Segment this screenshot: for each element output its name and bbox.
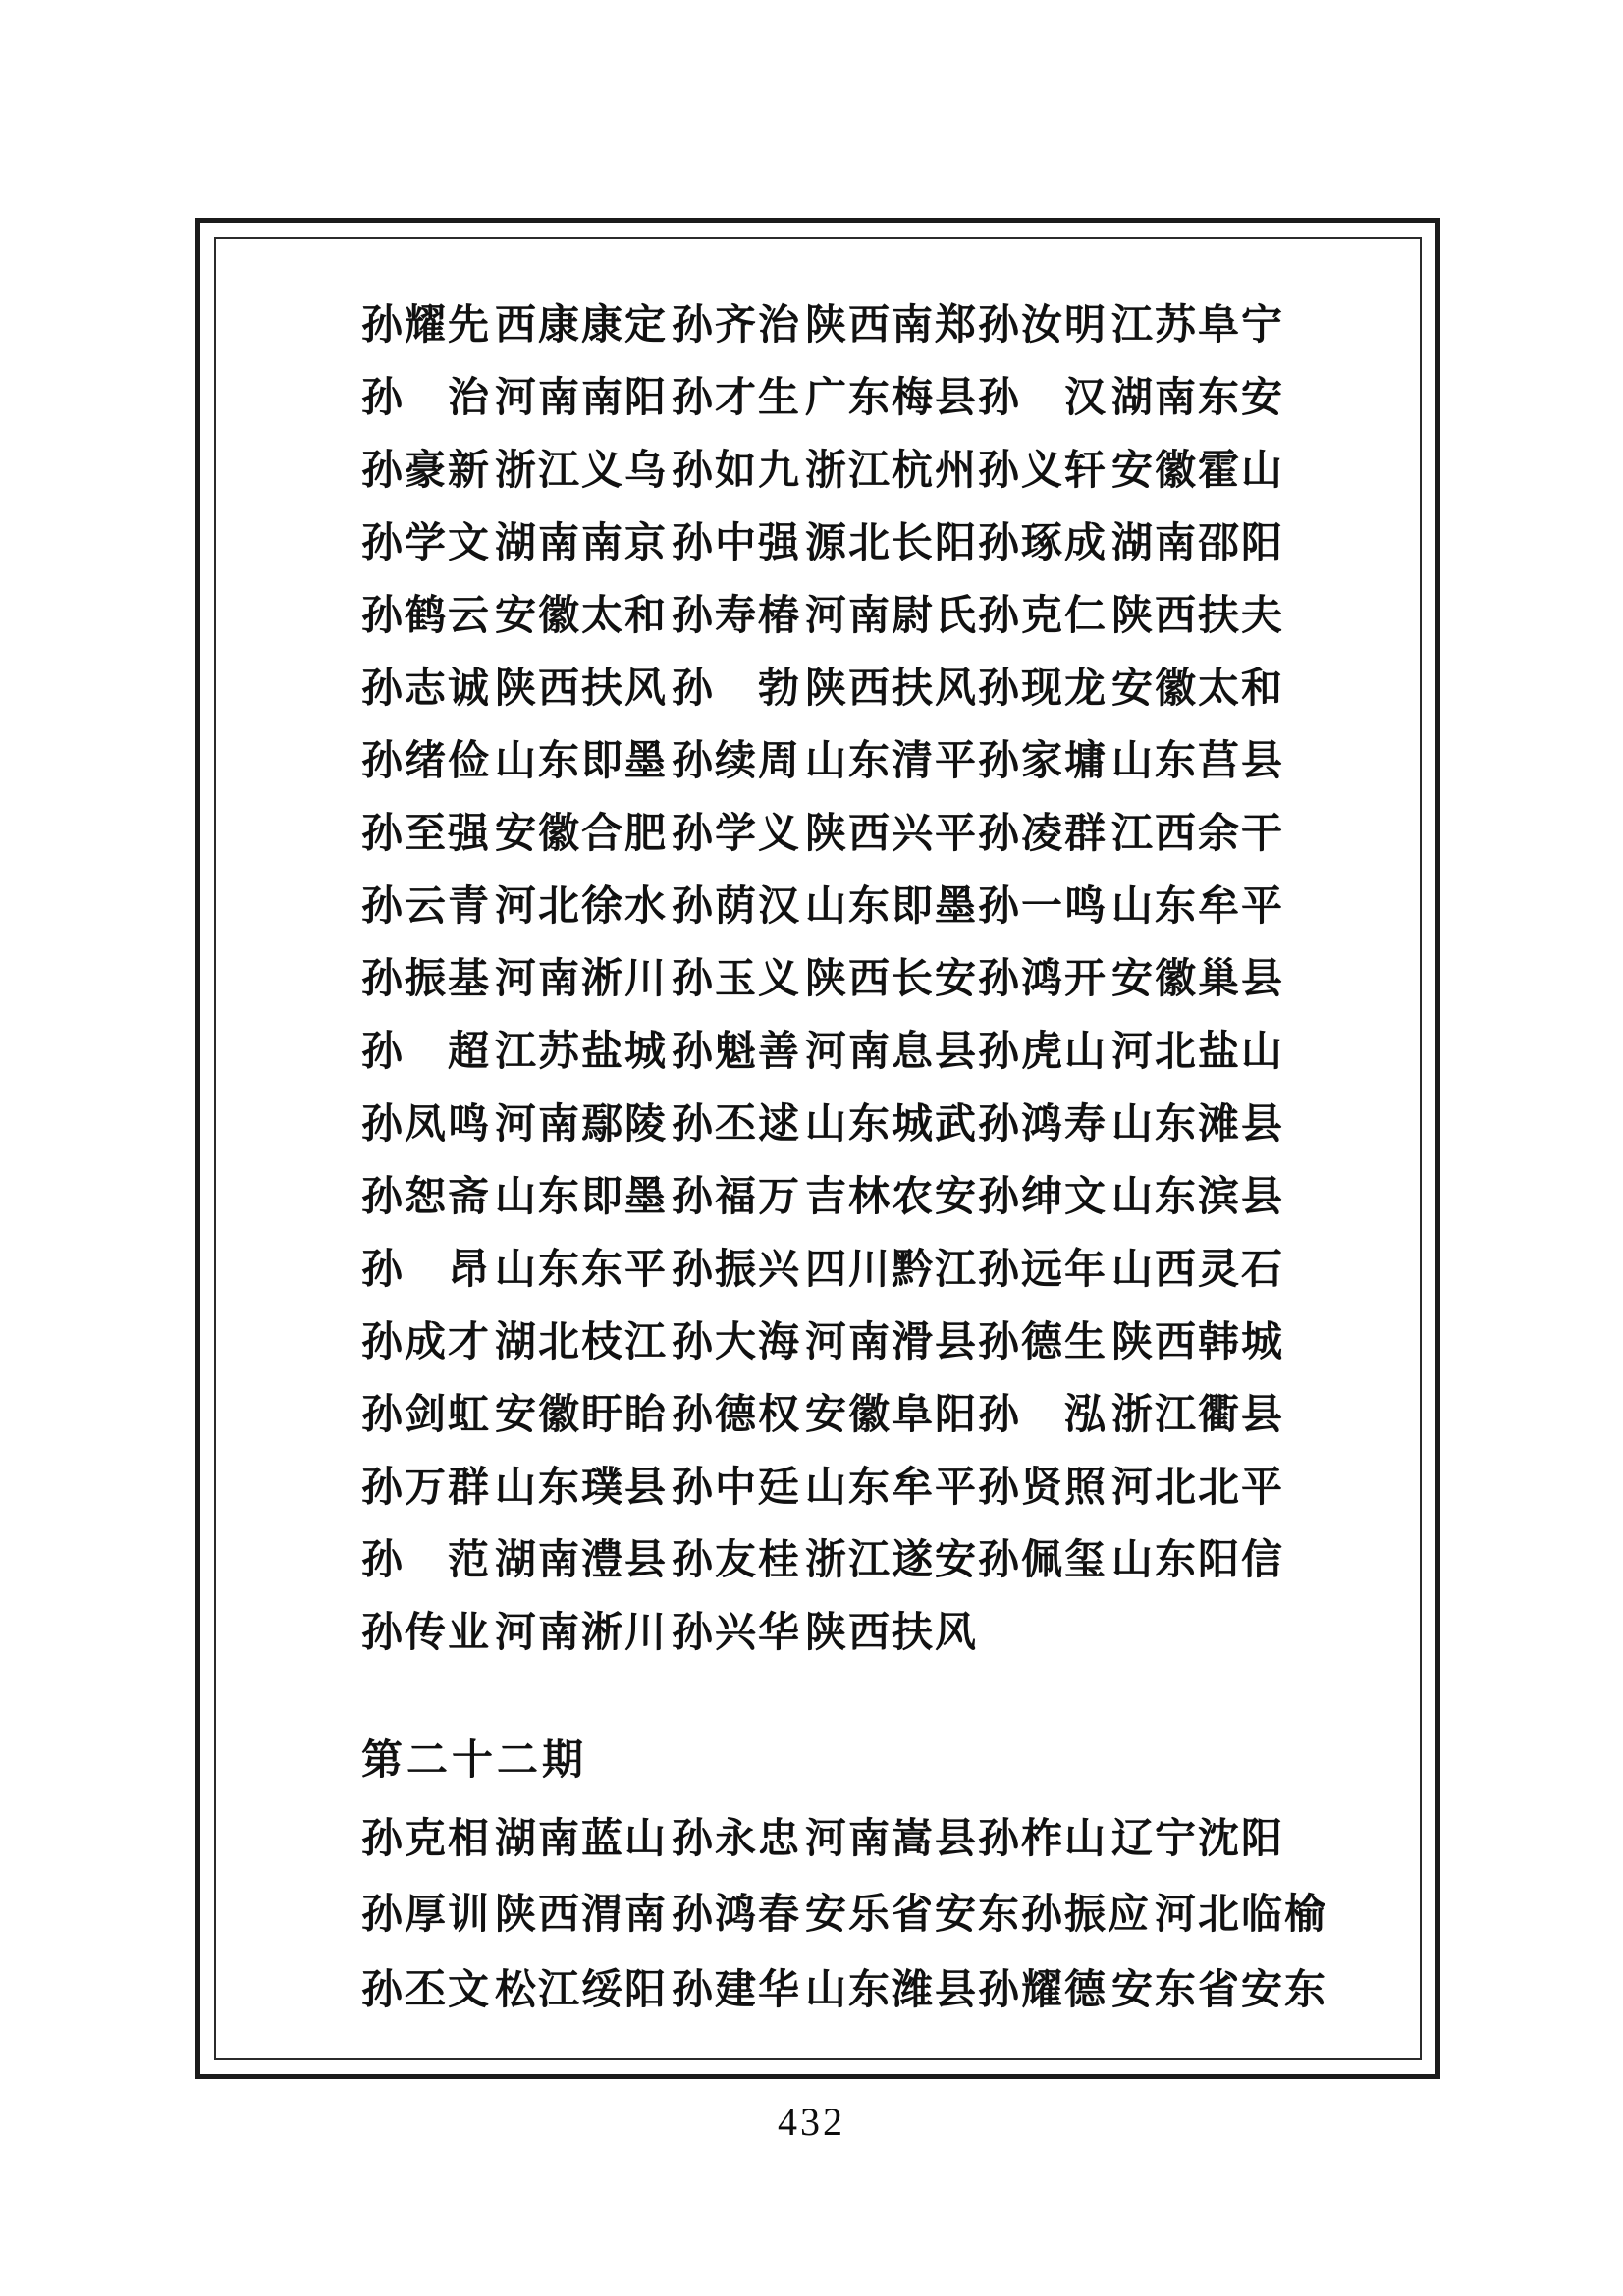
person-origin: 山东东平 <box>495 1246 669 1292</box>
person-origin: 湖南邵阳 <box>1111 519 1285 565</box>
person-origin: 浙江遂安 <box>805 1536 979 1582</box>
person-origin: 山东牟平 <box>805 1464 979 1510</box>
person-name: 孙豪新 <box>361 447 492 493</box>
person-origin: 陕西扶风 <box>805 1609 979 1655</box>
roster-entry <box>672 1027 978 1076</box>
roster-entry <box>978 300 1284 349</box>
roster-row <box>361 1608 1402 1681</box>
person-origin: 辽宁沈阳 <box>1111 1815 1285 1861</box>
roster-entry <box>361 1172 672 1221</box>
person-name: 孙汝明 <box>978 301 1109 347</box>
roster-row <box>361 1463 1402 1535</box>
roster-entry <box>672 736 978 785</box>
roster-entry <box>361 1535 672 1584</box>
roster-entry <box>361 518 672 567</box>
person-name: 孙凌群 <box>978 810 1109 856</box>
roster-row <box>361 736 1402 809</box>
roster-row <box>361 1390 1402 1463</box>
person-origin: 湖南澧县 <box>495 1536 669 1582</box>
person-origin: 山东牟平 <box>1111 882 1285 929</box>
person-name: 孙绅文 <box>978 1173 1109 1219</box>
person-origin: 山西灵石 <box>1111 1246 1285 1292</box>
person-origin: 陕西韩城 <box>1111 1318 1285 1364</box>
person-origin: 西康康定 <box>495 301 669 347</box>
person-origin: 源北长阳 <box>805 519 979 565</box>
person-name: 孙一鸣 <box>978 882 1109 929</box>
roster-entry <box>978 1390 1284 1439</box>
person-name: 孙振应 <box>1021 1891 1152 1937</box>
person-origin: 陕西兴平 <box>805 810 979 856</box>
person-origin: 江苏阜宁 <box>1111 301 1285 347</box>
person-name: 孙义轩 <box>978 447 1109 493</box>
person-name: 孙中强 <box>672 519 802 565</box>
roster-entry <box>672 1390 978 1439</box>
roster-section-2 <box>361 1814 1402 2041</box>
roster-entry <box>978 809 1284 858</box>
person-origin: 山东璞县 <box>495 1464 669 1510</box>
person-origin: 河南南阳 <box>495 374 669 420</box>
roster-entry <box>361 1027 672 1076</box>
person-origin: 河南嵩县 <box>805 1815 979 1861</box>
roster-entry <box>978 1027 1284 1076</box>
person-origin: 江西余干 <box>1111 810 1285 856</box>
person-name: 孙剑虹 <box>361 1391 492 1437</box>
person-origin: 河南淅川 <box>495 1609 669 1655</box>
roster-entry <box>361 373 672 422</box>
roster-entry <box>672 1965 978 2014</box>
roster-entry <box>361 300 672 349</box>
person-origin: 松江绥阳 <box>495 1966 669 2012</box>
person-name: 孙振基 <box>361 955 492 1001</box>
person-name: 孙家墉 <box>978 737 1109 783</box>
roster-entry <box>361 881 672 931</box>
person-name: 孙学文 <box>361 519 492 565</box>
person-origin: 陕西渭南 <box>495 1891 669 1937</box>
person-name: 孙绪俭 <box>361 737 492 783</box>
person-name: 孙如九 <box>672 447 802 493</box>
person-name: 孙耀先 <box>361 301 492 347</box>
person-origin: 河北盐山 <box>1111 1028 1285 1074</box>
roster-entry <box>978 736 1284 785</box>
person-origin: 陕西扶夫 <box>1111 592 1285 638</box>
roster-entry <box>978 591 1284 640</box>
section-header: 第二十二期 <box>361 1736 588 1783</box>
page-number: 432 <box>778 2100 845 2144</box>
person-name: 孙鹤云 <box>361 592 492 638</box>
person-name: 孙 昂 <box>361 1246 492 1292</box>
roster-entry <box>361 1965 672 2014</box>
roster-entry <box>361 1890 672 1939</box>
person-name: 孙志诚 <box>361 665 492 711</box>
person-origin: 河北北平 <box>1111 1464 1285 1510</box>
person-origin: 山东即墨 <box>495 737 669 783</box>
person-origin: 河南淅川 <box>495 955 669 1001</box>
roster-entry <box>361 591 672 640</box>
person-origin: 安徽阜阳 <box>805 1391 979 1437</box>
person-name: 孙成才 <box>361 1318 492 1364</box>
person-name: 孙鸿春 <box>672 1891 802 1937</box>
roster-entry <box>978 518 1284 567</box>
person-origin: 河南尉氏 <box>805 592 979 638</box>
roster-entry <box>361 1245 672 1294</box>
person-origin: 河南鄢陵 <box>495 1100 669 1147</box>
roster-entry <box>1021 1890 1327 1939</box>
person-name: 孙寿椿 <box>672 592 802 638</box>
person-origin: 安徽合肥 <box>495 810 669 856</box>
person-name: 孙琢成 <box>978 519 1109 565</box>
person-origin: 河南滑县 <box>805 1318 979 1364</box>
roster-entry <box>361 1463 672 1512</box>
roster-entry <box>672 1245 978 1294</box>
person-name: 孙远年 <box>978 1246 1109 1292</box>
roster-entry <box>361 1814 672 1863</box>
person-origin: 山东潍县 <box>805 1966 979 2012</box>
roster-entry <box>361 1099 672 1148</box>
person-name: 孙 汉 <box>978 374 1109 420</box>
person-name: 孙万群 <box>361 1464 492 1510</box>
roster-entry <box>361 736 672 785</box>
roster-entry <box>361 1608 672 1657</box>
person-origin: 安徽太和 <box>1111 665 1285 711</box>
person-name: 孙丕文 <box>361 1966 492 2012</box>
person-origin: 山东滩县 <box>1111 1100 1285 1147</box>
roster-entry <box>672 1317 978 1366</box>
roster-row <box>361 591 1402 664</box>
person-name: 孙 泓 <box>978 1391 1109 1437</box>
person-origin: 山东即墨 <box>495 1173 669 1219</box>
roster-entry <box>361 1390 672 1439</box>
person-name: 孙 治 <box>361 374 492 420</box>
roster-entry <box>361 446 672 495</box>
roster-row <box>361 1245 1402 1317</box>
person-name: 孙齐治 <box>672 301 802 347</box>
person-origin: 湖北枝江 <box>495 1318 669 1364</box>
person-name: 孙恕斋 <box>361 1173 492 1219</box>
person-name: 孙永忠 <box>672 1815 802 1861</box>
roster-entry <box>672 1099 978 1148</box>
person-name: 孙德生 <box>978 1318 1109 1364</box>
person-origin: 山东莒县 <box>1111 737 1285 783</box>
person-origin: 河南息县 <box>805 1028 979 1074</box>
person-name: 孙荫汉 <box>672 882 802 929</box>
roster-entry <box>361 809 672 858</box>
roster-row <box>361 1965 1402 2041</box>
person-name: 孙中廷 <box>672 1464 802 1510</box>
person-name: 孙大海 <box>672 1318 802 1364</box>
roster-entry <box>672 664 978 713</box>
person-origin: 浙江衢县 <box>1111 1391 1285 1437</box>
roster-entry <box>361 664 672 713</box>
roster-entry <box>978 1965 1327 2014</box>
person-name: 孙建华 <box>672 1966 802 2012</box>
roster-entry <box>978 1099 1284 1148</box>
person-origin: 安东省安东 <box>1111 1966 1328 2012</box>
person-name: 孙凤鸣 <box>361 1100 492 1147</box>
roster-entry <box>978 881 1284 931</box>
roster-entry <box>672 1608 978 1657</box>
roster-entry <box>978 1814 1284 1863</box>
roster-entry <box>672 881 978 931</box>
person-origin: 山东即墨 <box>805 882 979 929</box>
roster-row <box>361 954 1402 1027</box>
person-name: 孙贤照 <box>978 1464 1109 1510</box>
person-origin: 江苏盐城 <box>495 1028 669 1074</box>
person-origin: 安徽霍山 <box>1111 447 1285 493</box>
person-name: 孙克仁 <box>978 592 1109 638</box>
roster-entry <box>978 1463 1284 1512</box>
person-origin: 安乐省安东 <box>805 1891 1022 1937</box>
roster-entry <box>361 1317 672 1366</box>
person-origin: 山东滨县 <box>1111 1173 1285 1219</box>
roster-row <box>361 1535 1402 1608</box>
roster-entry <box>672 954 978 1003</box>
person-origin: 浙江义乌 <box>495 447 669 493</box>
person-name: 孙克相 <box>361 1815 492 1861</box>
person-name: 孙才生 <box>672 374 802 420</box>
roster-entry <box>978 954 1284 1003</box>
roster-row <box>361 1814 1402 1890</box>
person-name: 孙振兴 <box>672 1246 802 1292</box>
roster-entry <box>672 1890 1021 1939</box>
roster-entry <box>672 1814 978 1863</box>
person-name: 孙学义 <box>672 810 802 856</box>
roster-entry <box>361 954 672 1003</box>
person-name: 孙虎山 <box>978 1028 1109 1074</box>
roster-entry <box>672 1172 978 1221</box>
person-origin: 陕西长安 <box>805 955 979 1001</box>
roster-row <box>361 1317 1402 1390</box>
person-name: 孙续周 <box>672 737 802 783</box>
roster-entry <box>672 591 978 640</box>
roster-row <box>361 373 1402 446</box>
roster-entry <box>672 300 978 349</box>
roster-entry <box>978 446 1284 495</box>
person-origin: 山东城武 <box>805 1100 979 1147</box>
person-name: 孙 范 <box>361 1536 492 1582</box>
roster-row <box>361 664 1402 736</box>
person-origin: 陕西南郑 <box>805 301 979 347</box>
roster-entry <box>672 373 978 422</box>
roster-row <box>361 1890 1402 1965</box>
person-name: 孙德权 <box>672 1391 802 1437</box>
roster-entry <box>978 1172 1284 1221</box>
person-origin: 安徽盱眙 <box>495 1391 669 1437</box>
person-name: 孙兴华 <box>672 1609 802 1655</box>
person-origin: 湖南蓝山 <box>495 1815 669 1861</box>
roster-entry <box>672 446 978 495</box>
person-name: 孙鸿寿 <box>978 1100 1109 1147</box>
person-origin: 陕西扶风 <box>805 665 979 711</box>
person-origin: 浙江杭州 <box>805 447 979 493</box>
roster-row <box>361 1099 1402 1172</box>
roster-entry <box>672 1463 978 1512</box>
person-name: 孙魁善 <box>672 1028 802 1074</box>
person-name: 孙厚训 <box>361 1891 492 1937</box>
person-name: 孙 超 <box>361 1028 492 1074</box>
roster-row <box>361 518 1402 591</box>
roster-row <box>361 1027 1402 1099</box>
roster-row <box>361 446 1402 518</box>
person-name: 孙 勃 <box>672 665 802 711</box>
person-origin: 山东阳信 <box>1111 1536 1285 1582</box>
roster-entry <box>978 1535 1284 1584</box>
person-name: 孙至强 <box>361 810 492 856</box>
roster-row <box>361 300 1402 373</box>
roster-entry <box>978 1245 1284 1294</box>
person-name: 孙鸿开 <box>978 955 1109 1001</box>
roster-row <box>361 809 1402 881</box>
person-origin: 陕西扶风 <box>495 665 669 711</box>
person-origin: 安徽太和 <box>495 592 669 638</box>
roster-row <box>361 881 1402 954</box>
person-name: 孙丕逑 <box>672 1100 802 1147</box>
person-origin: 山东清平 <box>805 737 979 783</box>
roster-entry <box>978 373 1284 422</box>
person-origin: 广东梅县 <box>805 374 979 420</box>
person-origin: 湖南南京 <box>495 519 669 565</box>
person-name: 孙传业 <box>361 1609 492 1655</box>
person-origin: 安徽巢县 <box>1111 955 1285 1001</box>
roster-entry <box>978 1317 1284 1366</box>
person-origin: 吉林农安 <box>805 1173 979 1219</box>
person-origin: 湖南东安 <box>1111 374 1285 420</box>
roster-entry <box>672 518 978 567</box>
roster-row <box>361 1172 1402 1245</box>
person-name: 孙福万 <box>672 1173 802 1219</box>
person-origin: 河北临榆 <box>1155 1891 1328 1937</box>
person-name: 孙云青 <box>361 882 492 929</box>
roster-entry <box>672 809 978 858</box>
person-origin: 四川黔江 <box>805 1246 979 1292</box>
person-origin: 河北徐水 <box>495 882 669 929</box>
person-name: 孙佩玺 <box>978 1536 1109 1582</box>
person-name: 孙友桂 <box>672 1536 802 1582</box>
person-name: 孙耀德 <box>978 1966 1109 2012</box>
person-name: 孙现龙 <box>978 665 1109 711</box>
person-name: 孙玉义 <box>672 955 802 1001</box>
person-name: 孙柞山 <box>978 1815 1109 1861</box>
roster-entry <box>978 664 1284 713</box>
roster-section-1 <box>361 300 1402 1681</box>
roster-entry <box>672 1535 978 1584</box>
